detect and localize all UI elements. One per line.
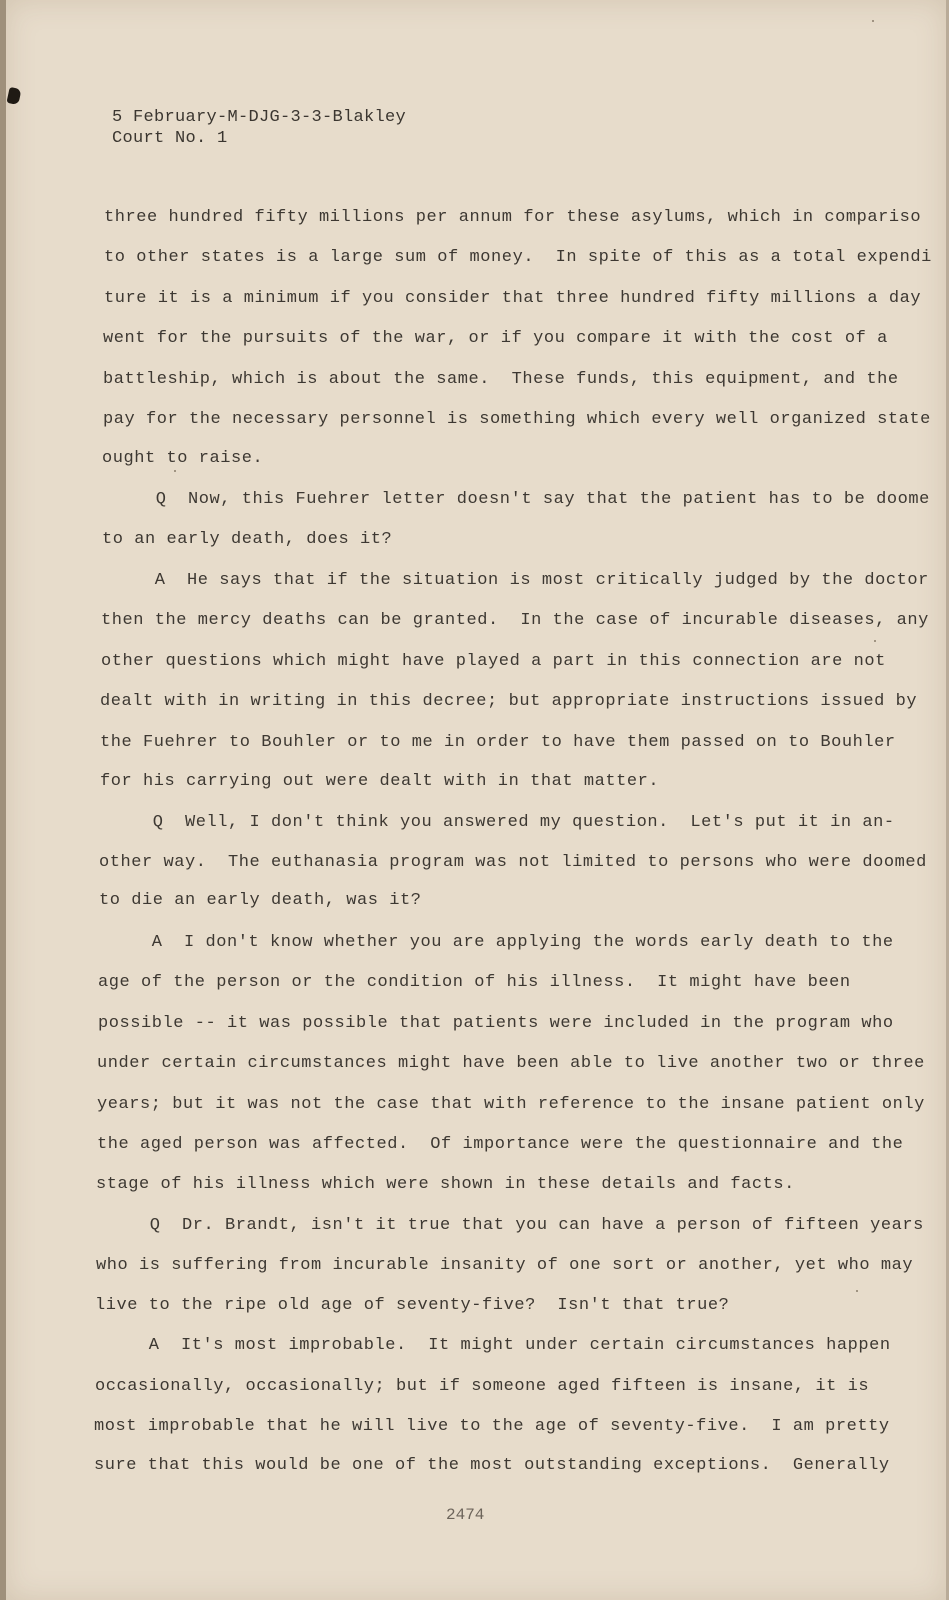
transcript-line: went for the pursuits of the war, or if you compare it with the cost of a [103,329,888,348]
transcript-line: sure that this would be one of the most outstanding exceptions. Generally [94,1456,890,1475]
header-session-id: 5 February-M-DJG-3-3-Blakley [112,108,407,127]
transcript-line: live to the ripe old age of seventy-five? Isn't that true? [95,1296,730,1315]
transcript-line: Q Now, this Fuehrer letter doesn't say that the patient has to be doome [102,490,930,509]
paper-speck [174,470,176,472]
transcript-line: Q Dr. Brandt, isn't it true that you can have a person of fifteen years [96,1216,924,1235]
transcript-line: most improbable that he will live to the age of seventy-five. I am pretty [94,1417,890,1436]
transcript-line: ture it is a minimum if you consider that three hundred fifty millions a day [104,289,922,308]
transcript-line: dealt with in writing in this decree; but appropriate instructions issued by [100,692,918,711]
transcript-line: three hundred fifty millions per annum for these asylums, which in compariso [104,208,922,227]
paper-speck [856,1290,858,1292]
transcript-line: to other states is a large sum of money. In spite of this as a total expendi [104,248,932,267]
transcript-line: A It's most improbable. It might under certain circumstances happen [95,1336,891,1355]
transcript-line: the Fuehrer to Bouhler or to me in order to have them passed on to Bouhler [100,733,896,752]
transcript-line: other questions which might have played a part in this connection are not [101,652,886,671]
document-page [6,0,946,1600]
transcript-line: to die an early death, was it? [99,891,422,910]
transcript-line: pay for the necessary personnel is something which every well organized state [103,410,931,429]
transcript-line: other way. The euthanasia program was not limited to persons who were doomed [99,853,927,872]
page-header [112,107,406,149]
transcript-line: Q Well, I don't think you answered my question. Let's put it in an- [99,813,895,832]
paper-speck [872,20,874,22]
page-number: 2474 [446,1506,485,1524]
transcript-line: stage of his illness which were shown in these details and facts. [96,1175,795,1194]
transcript-line: to an early death, does it? [102,530,393,549]
transcript-line: A He says that if the situation is most critically judged by the doctor [101,571,929,590]
transcript-line: for his carrying out were dealt with in that matter. [100,772,660,791]
transcript-line: then the mercy deaths can be granted. In the case of incurable diseases, any [101,611,929,630]
transcript-line: possible -- it was possible that patients were included in the program who [98,1014,894,1033]
transcript-line: under certain circumstances might have been able to live another two or three [97,1054,925,1073]
transcript-line: occasionally, occasionally; but if someone aged fifteen is insane, it is [95,1377,870,1396]
transcript-line: ought to raise. [102,449,264,468]
paper-speck [874,640,876,642]
transcript-line: years; but it was not the case that with reference to the insane patient only [97,1095,925,1114]
transcript-line: age of the person or the condition of his illness. It might have been [98,973,851,992]
transcript-line: A I don't know whether you are applying the words early death to the [98,933,894,952]
transcript-line: who is suffering from incurable insanity of one sort or another, yet who may [96,1256,914,1275]
binding-mark [6,87,21,105]
header-court: Court No. 1 [112,129,228,148]
transcript-line: the aged person was affected. Of importance were the questionnaire and the [97,1135,904,1154]
transcript-line: battleship, which is about the same. These funds, this equipment, and the [103,370,899,389]
